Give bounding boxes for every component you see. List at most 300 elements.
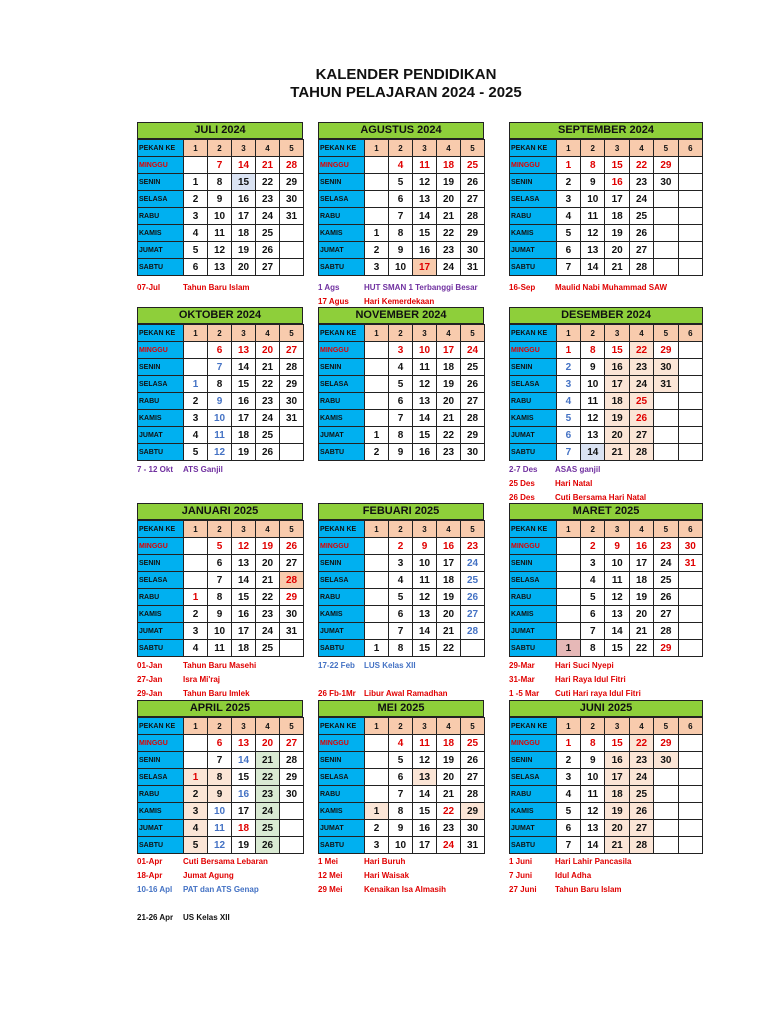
date-cell: 3	[365, 837, 389, 854]
date-cell: 14	[232, 157, 256, 174]
note-date: 16-Sep	[509, 283, 536, 292]
week-number: 2	[389, 140, 413, 157]
date-cell	[654, 769, 678, 786]
note-text: US Kelas XII	[183, 913, 230, 922]
holiday-notes	[509, 463, 709, 505]
note-text: PAT dan ATS Genap	[183, 885, 259, 894]
note-text: HUT SMAN 1 Terbanggi Besar	[364, 283, 478, 292]
day-label: RABU	[138, 786, 184, 803]
date-cell: 15	[413, 640, 437, 657]
date-cell: 14	[232, 359, 256, 376]
date-cell: 1	[184, 589, 208, 606]
month-title: SEPTEMBER 2024	[509, 122, 703, 139]
date-cell: 19	[605, 410, 629, 427]
day-label: MINGGU	[138, 735, 184, 752]
month-calendar	[137, 700, 303, 854]
day-label: RABU	[138, 208, 184, 225]
date-cell: 30	[654, 174, 678, 191]
week-number: 1	[556, 325, 580, 342]
week-number: 4	[629, 718, 653, 735]
date-cell: 12	[208, 444, 232, 461]
day-row	[319, 427, 485, 444]
date-cell: 29	[461, 427, 485, 444]
day-row	[510, 752, 703, 769]
date-cell: 21	[605, 444, 629, 461]
day-label: SABTU	[319, 837, 365, 854]
note-text: ASAS ganjil	[555, 465, 601, 474]
day-row	[510, 410, 703, 427]
date-cell: 21	[629, 623, 653, 640]
holiday-notes	[137, 281, 337, 295]
day-row	[138, 242, 304, 259]
day-row	[138, 376, 304, 393]
date-cell: 10	[413, 555, 437, 572]
date-cell: 29	[461, 225, 485, 242]
day-row	[138, 623, 304, 640]
date-cell: 13	[208, 259, 232, 276]
date-cell: 25	[461, 735, 485, 752]
date-cell: 6	[208, 735, 232, 752]
date-cell: 15	[605, 640, 629, 657]
date-cell	[365, 174, 389, 191]
day-label: KAMIS	[510, 803, 557, 820]
day-label: MINGGU	[510, 342, 557, 359]
date-cell	[365, 555, 389, 572]
week-number: 4	[437, 718, 461, 735]
date-cell: 17	[232, 803, 256, 820]
month-title: JANUARI 2025	[137, 503, 303, 520]
date-cell	[365, 191, 389, 208]
note-text: Tahun Baru Masehi	[183, 661, 257, 670]
holiday-notes	[318, 855, 518, 897]
month-calendar	[509, 122, 703, 276]
week-number: 1	[365, 140, 389, 157]
week-number: 3	[605, 140, 629, 157]
date-cell: 14	[413, 623, 437, 640]
week-number: 4	[256, 325, 280, 342]
date-cell	[280, 820, 304, 837]
date-cell: 25	[629, 786, 653, 803]
week-number: 2	[581, 521, 605, 538]
date-cell: 7	[389, 623, 413, 640]
date-cell: 9	[208, 191, 232, 208]
day-row	[138, 769, 304, 786]
day-label: JUMAT	[138, 820, 184, 837]
day-label: SABTU	[319, 444, 365, 461]
day-row	[319, 769, 485, 786]
week-number: 5	[654, 140, 678, 157]
note-text: Cuti Hari raya Idul Fitri	[555, 689, 641, 698]
date-cell: 20	[437, 191, 461, 208]
note-date: 10-16 Apl	[137, 885, 173, 894]
day-row	[510, 174, 703, 191]
date-cell	[556, 589, 580, 606]
week-number: 6	[678, 718, 702, 735]
date-cell: 29	[280, 376, 304, 393]
day-row	[510, 555, 703, 572]
month-table	[509, 139, 703, 276]
date-cell: 17	[605, 376, 629, 393]
date-cell: 18	[605, 393, 629, 410]
day-label: RABU	[319, 589, 365, 606]
day-row	[138, 359, 304, 376]
date-cell: 1	[365, 225, 389, 242]
date-cell: 17	[437, 342, 461, 359]
date-cell: 28	[629, 444, 653, 461]
day-row	[138, 444, 304, 461]
day-label: SENIN	[510, 555, 557, 572]
month-table	[318, 520, 485, 657]
day-label: MINGGU	[510, 157, 557, 174]
date-cell: 9	[389, 242, 413, 259]
date-cell: 18	[232, 820, 256, 837]
note-text: Hari Waisak	[364, 871, 410, 880]
day-label: KAMIS	[510, 606, 557, 623]
date-cell: 14	[581, 837, 605, 854]
day-label: JUMAT	[138, 623, 184, 640]
date-cell	[678, 444, 702, 461]
date-cell: 22	[256, 174, 280, 191]
week-number: 1	[184, 140, 208, 157]
date-cell: 6	[581, 606, 605, 623]
date-cell: 28	[280, 359, 304, 376]
date-cell	[654, 837, 678, 854]
date-cell: 7	[208, 359, 232, 376]
week-number: 6	[678, 325, 702, 342]
date-cell: 8	[208, 376, 232, 393]
note-text: Jumat Agung	[183, 871, 234, 880]
date-cell: 9	[208, 393, 232, 410]
date-cell	[678, 803, 702, 820]
date-cell: 11	[581, 208, 605, 225]
note-item	[509, 477, 709, 491]
date-cell	[365, 769, 389, 786]
date-cell: 10	[581, 376, 605, 393]
week-number: 4	[629, 325, 653, 342]
date-cell: 25	[629, 208, 653, 225]
date-cell: 23	[256, 786, 280, 803]
week-header-row	[510, 521, 703, 538]
date-cell: 22	[629, 157, 653, 174]
date-cell: 11	[413, 157, 437, 174]
note-date: 21-26 Apr	[137, 913, 174, 922]
day-label: SELASA	[138, 376, 184, 393]
note-date: 7 - 12 Okt	[137, 465, 174, 474]
week-number: 2	[389, 718, 413, 735]
day-label: MINGGU	[319, 538, 365, 555]
date-cell: 13	[413, 769, 437, 786]
day-label: JUMAT	[510, 427, 557, 444]
date-cell: 12	[581, 410, 605, 427]
date-cell: 4	[184, 640, 208, 657]
date-cell: 24	[654, 555, 678, 572]
date-cell: 15	[605, 157, 629, 174]
note-date: 01-Jan	[137, 661, 163, 670]
date-cell	[654, 225, 678, 242]
date-cell	[184, 572, 208, 589]
pekan-label: PEKAN KE	[319, 521, 365, 538]
date-cell: 28	[280, 752, 304, 769]
day-row	[510, 259, 703, 276]
date-cell	[184, 359, 208, 376]
date-cell: 3	[184, 623, 208, 640]
date-cell	[678, 225, 702, 242]
note-item	[318, 295, 518, 309]
date-cell: 15	[605, 342, 629, 359]
date-cell	[280, 837, 304, 854]
day-label: KAMIS	[510, 410, 557, 427]
date-cell: 10	[208, 410, 232, 427]
date-cell: 25	[461, 572, 485, 589]
date-cell	[280, 427, 304, 444]
date-cell: 18	[629, 572, 653, 589]
date-cell: 22	[437, 640, 461, 657]
date-cell: 19	[232, 242, 256, 259]
date-cell: 23	[437, 242, 461, 259]
date-cell: 14	[413, 208, 437, 225]
date-cell: 2	[365, 444, 389, 461]
date-cell: 26	[461, 752, 485, 769]
date-cell: 20	[605, 820, 629, 837]
day-row	[510, 427, 703, 444]
date-cell: 16	[232, 191, 256, 208]
day-row	[510, 376, 703, 393]
day-row	[138, 786, 304, 803]
date-cell: 9	[581, 752, 605, 769]
day-row	[319, 225, 485, 242]
date-cell: 4	[556, 786, 580, 803]
pekan-label: PEKAN KE	[138, 718, 184, 735]
day-label: RABU	[319, 786, 365, 803]
date-cell: 19	[232, 837, 256, 854]
note-date: 17-22 Feb	[318, 661, 355, 670]
date-cell	[556, 623, 580, 640]
note-text: Hari Buruh	[364, 857, 406, 866]
date-cell: 14	[413, 786, 437, 803]
date-cell: 15	[413, 803, 437, 820]
month-table	[137, 139, 304, 276]
date-cell: 2	[556, 752, 580, 769]
date-cell	[556, 555, 580, 572]
date-cell	[280, 444, 304, 461]
date-cell: 7	[208, 752, 232, 769]
day-row	[319, 174, 485, 191]
pekan-label: PEKAN KE	[319, 140, 365, 157]
date-cell: 6	[556, 427, 580, 444]
day-row	[319, 735, 485, 752]
date-cell: 2	[365, 820, 389, 837]
date-cell: 10	[581, 191, 605, 208]
date-cell: 3	[184, 208, 208, 225]
week-number: 3	[413, 140, 437, 157]
day-label: SELASA	[510, 191, 557, 208]
date-cell: 25	[461, 157, 485, 174]
date-cell: 22	[629, 640, 653, 657]
date-cell	[280, 803, 304, 820]
day-row	[510, 589, 703, 606]
date-cell: 24	[629, 769, 653, 786]
day-label: RABU	[510, 208, 557, 225]
date-cell: 16	[413, 444, 437, 461]
date-cell: 3	[581, 555, 605, 572]
pekan-label: PEKAN KE	[138, 325, 184, 342]
note-item	[509, 869, 709, 883]
date-cell: 26	[654, 589, 678, 606]
date-cell	[365, 572, 389, 589]
week-number: 5	[461, 718, 485, 735]
day-row	[510, 572, 703, 589]
date-cell: 24	[437, 837, 461, 854]
date-cell	[365, 589, 389, 606]
note-item	[318, 673, 518, 687]
date-cell: 22	[437, 803, 461, 820]
date-cell	[654, 786, 678, 803]
date-cell	[365, 376, 389, 393]
date-cell: 31	[654, 376, 678, 393]
date-cell: 31	[461, 837, 485, 854]
date-cell: 1	[365, 427, 389, 444]
date-cell: 10	[208, 623, 232, 640]
date-cell: 12	[413, 752, 437, 769]
note-item	[509, 687, 709, 701]
date-cell: 5	[389, 589, 413, 606]
day-label: KAMIS	[319, 225, 365, 242]
day-label: SABTU	[138, 444, 184, 461]
date-cell: 4	[581, 572, 605, 589]
week-header-row	[319, 718, 485, 735]
date-cell: 26	[256, 837, 280, 854]
date-cell: 14	[605, 623, 629, 640]
day-label: SABTU	[138, 259, 184, 276]
note-text: Isra Mi'raj	[183, 675, 221, 684]
date-cell: 15	[413, 427, 437, 444]
date-cell: 20	[256, 735, 280, 752]
date-cell: 5	[184, 242, 208, 259]
date-cell: 23	[629, 752, 653, 769]
note-item	[509, 491, 709, 505]
date-cell: 19	[437, 752, 461, 769]
pekan-label: PEKAN KE	[510, 521, 557, 538]
date-cell: 23	[629, 174, 653, 191]
date-cell: 16	[629, 538, 653, 555]
date-cell: 23	[256, 393, 280, 410]
date-cell: 21	[437, 410, 461, 427]
date-cell: 21	[437, 623, 461, 640]
day-row	[319, 572, 485, 589]
month-calendar	[137, 503, 303, 657]
date-cell: 17	[605, 191, 629, 208]
title-line-1: KALENDER PENDIDIKAN	[315, 66, 497, 83]
date-cell: 7	[389, 208, 413, 225]
day-row	[138, 752, 304, 769]
date-cell: 30	[654, 752, 678, 769]
date-cell: 22	[437, 427, 461, 444]
note-date: 29 Mei	[318, 885, 343, 894]
day-label: SABTU	[319, 259, 365, 276]
date-cell: 30	[678, 538, 702, 555]
note-text: Maulid Nabi Muhammad SAW	[555, 283, 668, 292]
date-cell: 30	[280, 393, 304, 410]
date-cell	[678, 572, 702, 589]
date-cell	[678, 735, 702, 752]
date-cell: 2	[556, 174, 580, 191]
date-cell: 15	[232, 376, 256, 393]
date-cell: 16	[232, 786, 256, 803]
date-cell: 1	[184, 376, 208, 393]
date-cell: 30	[280, 191, 304, 208]
month-table	[509, 324, 703, 461]
date-cell: 29	[654, 735, 678, 752]
month-title: JUNI 2025	[509, 700, 703, 717]
date-cell: 11	[581, 393, 605, 410]
note-date: 1 Ags	[318, 283, 340, 292]
day-row	[510, 786, 703, 803]
week-number: 4	[256, 140, 280, 157]
date-cell: 3	[184, 410, 208, 427]
date-cell	[184, 157, 208, 174]
date-cell: 4	[389, 572, 413, 589]
note-date	[137, 897, 183, 911]
date-cell: 27	[256, 259, 280, 276]
date-cell	[678, 174, 702, 191]
date-cell: 28	[280, 157, 304, 174]
note-text: Tahun Baru Islam	[555, 885, 622, 894]
note-date: 1 Juni	[509, 857, 533, 866]
date-cell: 1	[556, 342, 580, 359]
date-cell: 7	[208, 157, 232, 174]
date-cell: 11	[208, 225, 232, 242]
date-cell: 5	[556, 225, 580, 242]
date-cell: 19	[605, 803, 629, 820]
date-cell: 19	[629, 589, 653, 606]
month-calendar	[318, 122, 484, 276]
date-cell: 26	[461, 174, 485, 191]
note-text: Hari Kemerdekaan	[364, 297, 435, 306]
date-cell: 30	[461, 820, 485, 837]
date-cell: 11	[605, 572, 629, 589]
day-label: JUMAT	[138, 427, 184, 444]
day-label: SENIN	[319, 359, 365, 376]
date-cell: 15	[232, 174, 256, 191]
date-cell: 5	[208, 538, 232, 555]
date-cell	[184, 538, 208, 555]
date-cell: 21	[437, 208, 461, 225]
date-cell: 8	[208, 589, 232, 606]
day-row	[138, 427, 304, 444]
day-row	[319, 342, 485, 359]
date-cell: 15	[232, 589, 256, 606]
date-cell: 3	[389, 342, 413, 359]
week-header-row	[319, 325, 485, 342]
week-number: 5	[654, 718, 678, 735]
date-cell: 24	[437, 259, 461, 276]
date-cell: 9	[208, 606, 232, 623]
day-row	[138, 803, 304, 820]
date-cell: 20	[437, 606, 461, 623]
date-cell: 27	[461, 606, 485, 623]
day-row	[319, 786, 485, 803]
date-cell: 25	[654, 572, 678, 589]
date-cell: 12	[208, 242, 232, 259]
week-number: 5	[461, 140, 485, 157]
date-cell: 20	[437, 769, 461, 786]
date-cell: 17	[232, 410, 256, 427]
day-label: KAMIS	[138, 803, 184, 820]
day-row	[510, 342, 703, 359]
date-cell: 11	[413, 572, 437, 589]
day-row	[510, 623, 703, 640]
note-item	[318, 281, 518, 295]
